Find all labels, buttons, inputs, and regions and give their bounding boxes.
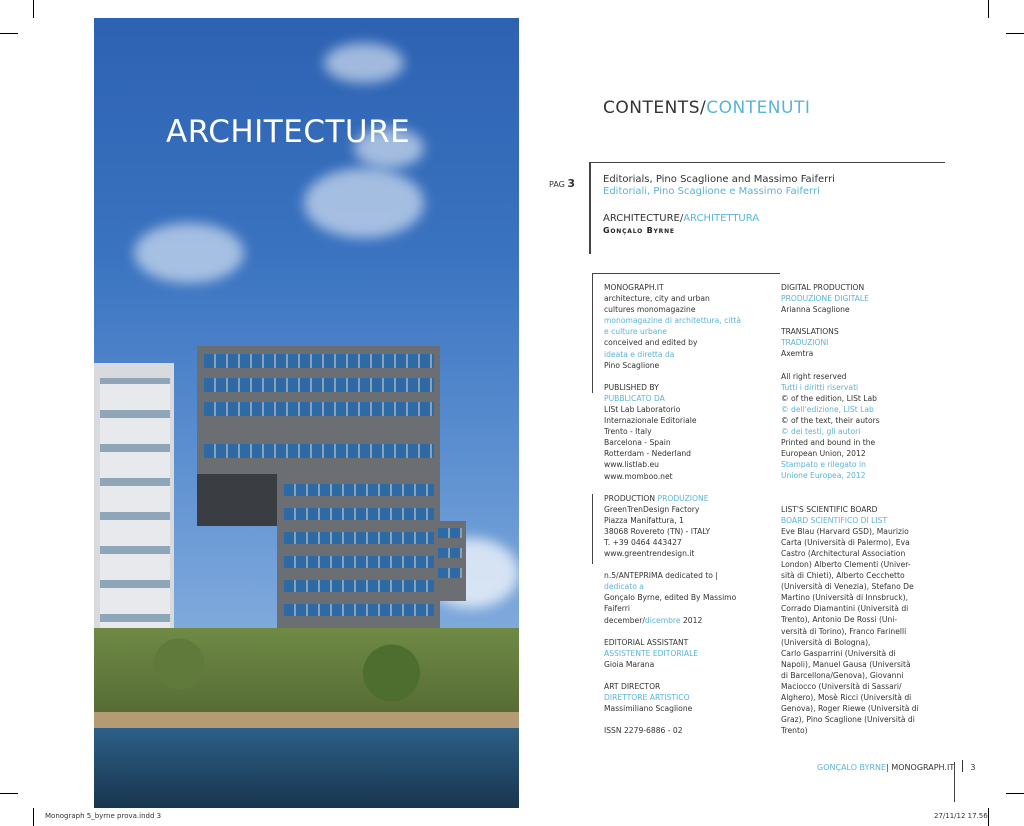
masthead-scientific-board: LIST'S SCIENTIFIC BOARD BOARD SCIENTIFICO DI LIST Eve Blau (Harvard GSD), Maurizio Carta (Università di Palermo), Eva Castro (Architectural Association London) Alberto Clementi (Univer- sità di Chieti), Alberto Cecchetto (Università di Venezia), Stefano De Martino (Università di Innsbruck), Corrado Diamantini (Università di Trento), Antonio De Rossi (Uni- versità di Torino), Franco Farinelli (Università di Bologna), Carlo Gasparrini (Università di Napoli), Manuel Gausa (Università di Barcellona/Genova), Giovanni Maciocco (Università di Sassari/ Alghero), Mosè Ricci (Università di Genova), Roger Riewe (Università di Graz), Pino Scaglione (Università di Trento) xyxy=(781,504,919,736)
divider xyxy=(592,273,780,274)
toc-entry-en: Editorials, Pino Scaglione and Massimo Faiferri xyxy=(603,174,835,185)
crop-mark xyxy=(988,808,989,826)
page-ref: PAG 3 xyxy=(549,177,576,190)
page-number: 3 xyxy=(970,763,976,772)
crop-mark xyxy=(1006,33,1024,34)
architecture-photo xyxy=(94,18,519,808)
crop-mark xyxy=(33,0,34,18)
masthead-issue: n.5/ANTEPRIMA dedicated to | dedicato a Gonçalo Byrne, edited By Massimo Faiferri december/dicembre 2012 xyxy=(604,571,737,625)
publisher-link[interactable]: www.momboo.net xyxy=(604,471,673,481)
divider-vertical xyxy=(589,162,591,254)
masthead-column-left xyxy=(604,282,774,747)
masthead-art-director: ART DIRECTOR DIRETTORE ARTISTICO Massimiliano Scaglione xyxy=(604,681,693,714)
production-link[interactable]: www.greentrendesign.it xyxy=(604,549,695,559)
masthead-editorial-assistant: EDITORIAL ASSISTANT ASSISTENTE EDITORIALE Gioia Marana xyxy=(604,637,699,669)
masthead-issn: ISSN 2279-6886 - 02 xyxy=(604,726,683,736)
divider-vertical xyxy=(592,273,593,393)
garden xyxy=(94,628,519,718)
masthead-rights: All right reserved Tutti i diritti riservati © of the edition, LISt Lab © dell'edizione, LISt Lab © of the text, their autors © dei testi, gli autori Printed and bound in the European Union, 2012 Stampato e rilegato in Unione Europea, 2012 xyxy=(781,371,880,481)
divider xyxy=(589,162,945,163)
toc-entry-architecture[interactable] xyxy=(603,213,759,237)
page-footer: GONÇALO BYRNE| MONOGRAPH.IT 3 xyxy=(817,760,975,772)
crop-mark xyxy=(0,793,18,794)
divider-vertical xyxy=(954,762,955,802)
toc-entry-it: Editoriali, Pino Scaglione e Massimo Faiferri xyxy=(603,186,820,197)
crop-mark xyxy=(988,0,989,18)
masthead-production: PRODUCTION PRODUZIONE GreenTrenDesign Factory Piazza Manifattura, 1 38068 Rovereto (TN) - ITALY T. +39 0464 443427 www.greentrendesign.it xyxy=(604,493,774,560)
toc-entry-author: Gonçalo Byrne xyxy=(603,226,675,235)
publisher-link[interactable]: www.listlab.eu xyxy=(604,460,659,470)
cantilever-underside xyxy=(197,474,277,526)
masthead-digital-production: DIGITAL PRODUCTION PRODUZIONE DIGITALE Arianna Scaglione xyxy=(781,283,869,315)
reflecting-pool xyxy=(94,728,519,808)
crop-mark xyxy=(1006,793,1024,794)
toc-entry-it: ARCHITETTURA xyxy=(683,213,760,224)
toc-entry-en: ARCHITECTURE/ xyxy=(603,213,684,224)
slug-timestamp: 27/11/12 17.56 xyxy=(934,812,988,820)
contents-title: CONTENTS/CONTENUTI xyxy=(603,98,811,118)
masthead-publisher: PUBLISHED BY PUBBLICATO DA LISt Lab Laboratorio Internazionale Editoriale Trento - Italy Barcelona - Spain Rotterdam - Nederland www.listlab.eu www.momboo.net xyxy=(604,382,774,482)
divider-vertical xyxy=(592,494,593,564)
masthead-monograph: MONOGRAPH.IT architecture, city and urban cultures monomagazine monomagazine di architettura, città e culture urbane conceived and edited by ideata e diretta da Pino Scaglione xyxy=(604,283,741,370)
toc-entry-editorials[interactable] xyxy=(603,174,835,198)
photo-title: ARCHITECTURE xyxy=(166,114,411,150)
crop-mark xyxy=(33,808,34,826)
slug-file-name: Monograph 5_byrne prova.indd 3 xyxy=(45,812,162,820)
masthead-translations: TRANSLATIONS TRADUZIONI Axemtra xyxy=(781,327,839,359)
crop-mark xyxy=(0,33,18,34)
masthead-column-right xyxy=(781,282,931,747)
